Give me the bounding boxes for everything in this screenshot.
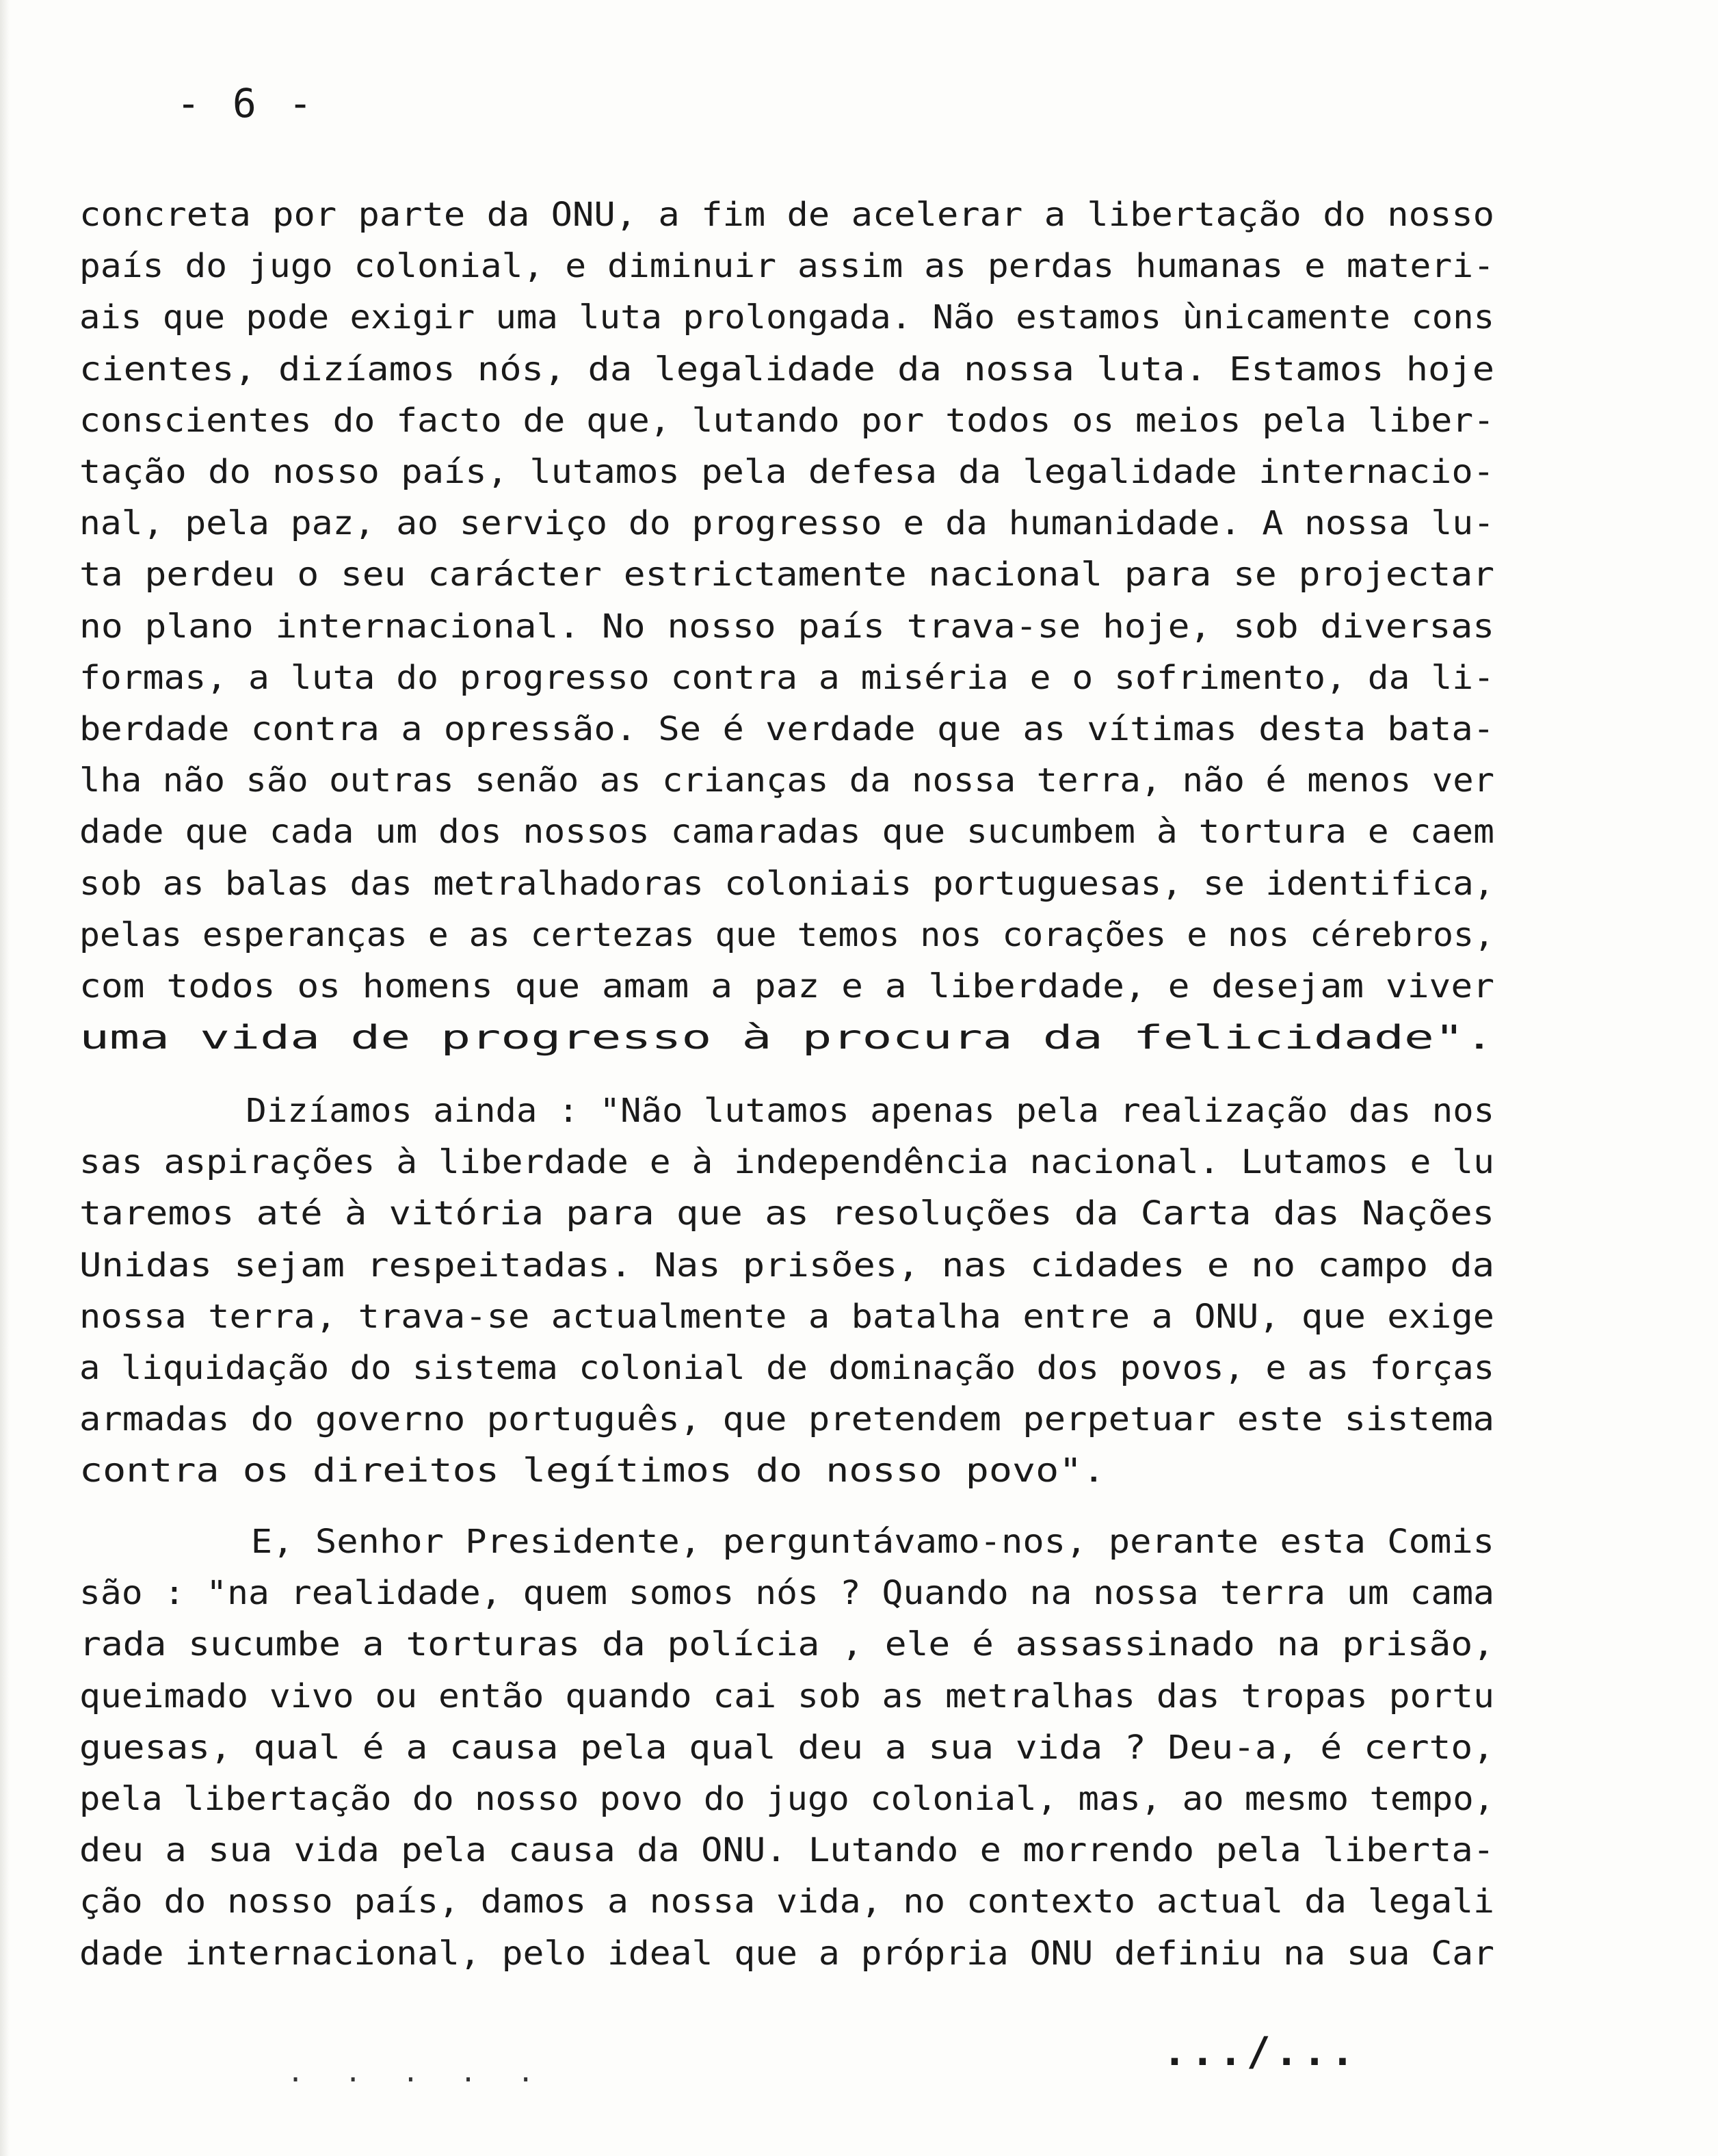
text-line: pela libertação do nosso povo do jugo colonial, mas, ao mesmo tempo,: [79, 1780, 1495, 1818]
text-line: conscientes do facto de que, lutando por todos os meios pela liber-: [79, 402, 1495, 440]
text-line: deu a sua vida pela causa da ONU. Lutando e morrendo pela liberta-: [79, 1831, 1495, 1869]
text-line: formas, a luta do progresso contra a miséria e o sofrimento, da li-: [79, 659, 1495, 697]
text-line: Dizíamos ainda : "Não lutamos apenas pela realização das nos: [79, 1092, 1495, 1130]
text-line: nal, pela paz, ao serviço do progresso e da humanidade. A nossa lu-: [79, 504, 1495, 542]
text-line: Unidas sejam respeitadas. Nas prisões, nas cidades e no campo da: [79, 1246, 1495, 1285]
text-line: ais que pode exigir uma luta prolongada. Não estamos ùnicamente cons: [79, 298, 1495, 337]
text-line: contra os direitos legítimos do nosso povo".: [79, 1451, 1106, 1490]
text-line: armadas do governo português, que pretendem perpetuar este sistema: [79, 1400, 1495, 1438]
text-line: país do jugo colonial, e diminuir assim as perdas humanas e materi-: [79, 247, 1495, 285]
text-line: ta perdeu o seu carácter estrictamente nacional para se projectar: [79, 555, 1495, 594]
text-line: concreta por parte da ONU, a fim de acelerar a libertação do nosso: [79, 196, 1495, 234]
text-line: são : "na realidade, quem somos nós ? Quando na nossa terra um cama: [79, 1574, 1495, 1612]
text-line: dade que cada um dos nossos camaradas que sucumbem à tortura e caem: [79, 813, 1495, 851]
text-line: taremos até à vitória para que as resoluções da Carta das Nações: [79, 1194, 1495, 1233]
text-line: uma vida de progresso à procura da felicidade".: [79, 1018, 1494, 1057]
text-line: guesas, qual é a causa pela qual deu a sua vida ? Deu-a, é certo,: [79, 1728, 1495, 1767]
text-line: berdade contra a opressão. Se é verdade que as vítimas desta bata-: [79, 710, 1495, 748]
text-line: dade internacional, pelo ideal que a própria ONU definiu na sua Car: [79, 1934, 1495, 1973]
stray-marks: . . . . .: [287, 2057, 546, 2088]
text-line: a liquidação do sistema colonial de dominação dos povos, e as forças: [79, 1349, 1495, 1387]
text-line: nossa terra, trava-se actualmente a batalha entre a ONU, que exige: [79, 1298, 1495, 1336]
text-line: rada sucumbe a torturas da polícia , ele é assassinado na prisão,: [79, 1625, 1495, 1664]
text-line: cientes, dizíamos nós, da legalidade da nossa luta. Estamos hoje: [79, 350, 1495, 389]
text-line: E, Senhor Presidente, perguntávamo-nos, perante esta Comis: [79, 1523, 1495, 1561]
text-line: pelas esperanças e as certezas que temos nos corações e nos cérebros,: [79, 916, 1494, 954]
scan-edge-shadow: [0, 0, 10, 2156]
text-line: com todos os homens que amam a paz e a liberdade, e desejam viver: [79, 967, 1495, 1005]
text-line: queimado vivo ou então quando cai sob as metralhas das tropas portu: [79, 1677, 1495, 1715]
continuation-mark: .../...: [1163, 2028, 1359, 2075]
text-line: ção do nosso país, damos a nossa vida, no contexto actual da legali: [79, 1882, 1495, 1921]
text-line: lha não são outras senão as crianças da nossa terra, não é menos ver: [79, 761, 1495, 800]
text-line: no plano internacional. No nosso país trava-se hoje, sob diversas: [79, 607, 1495, 646]
text-line: tação do nosso país, lutamos pela defesa da legalidade internacio-: [79, 453, 1495, 491]
page-number: - 6 -: [176, 80, 317, 127]
text-line: sas aspirações à liberdade e à independência nacional. Lutamos e lu: [79, 1143, 1495, 1181]
text-line: sob as balas das metralhadoras coloniais portuguesas, se identifica,: [79, 865, 1495, 903]
